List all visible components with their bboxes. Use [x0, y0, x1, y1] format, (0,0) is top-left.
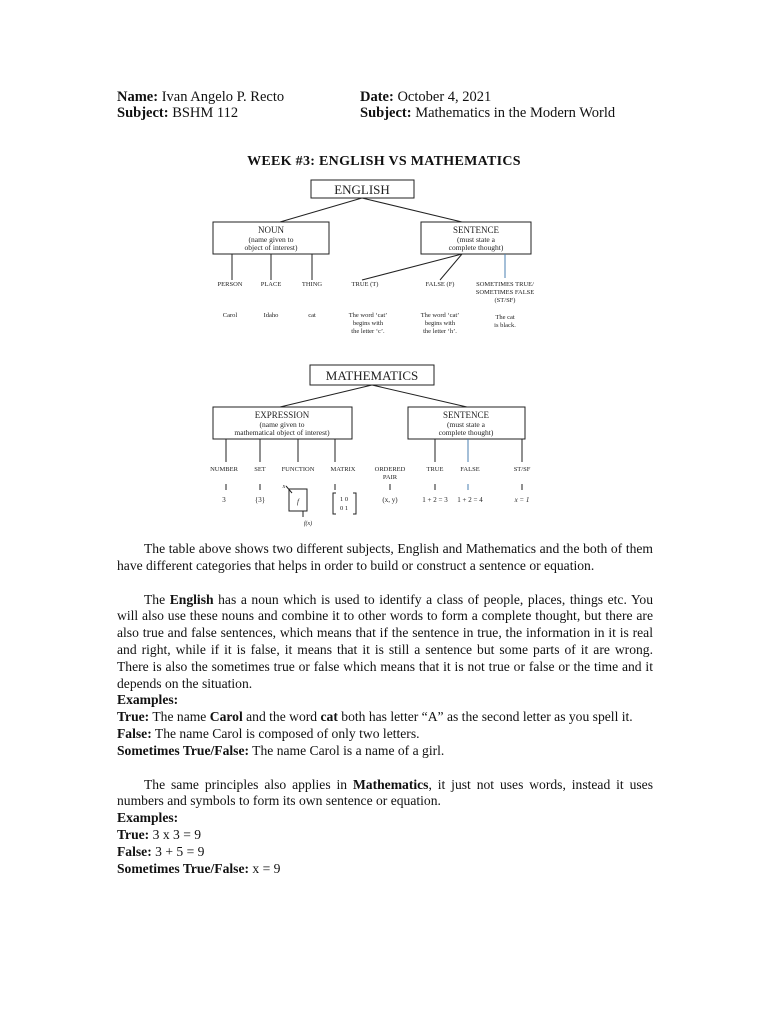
ex-stsf-2: is black.	[494, 322, 516, 329]
paragraph-2	[117, 592, 653, 693]
english-sentence-title: SENTENCE	[453, 225, 499, 235]
paragraph-1: The table above shows two different subjects, English and Mathematics and the both of them have different categories that helps in order to build or construct a sentence or equation.	[117, 541, 653, 573]
cat-stsf-2: SOMETIMES FALSE	[475, 289, 535, 296]
english-false-example	[117, 726, 653, 743]
math-true-label: True:	[117, 826, 150, 842]
english-stsf-example	[117, 743, 653, 760]
eng-true-cat: cat	[320, 709, 338, 725]
eng-false-text: The name Carol is composed of only two letters.	[151, 725, 420, 741]
ex-function-f: f	[297, 498, 299, 506]
english-root-label: ENGLISH	[334, 182, 390, 197]
p2-post: has a noun which is used to identify a class of people, places, things etc. You will also use these nouns and combine it to other words to form a complete thought, but there are also true and false sentences, which means that if the sentence in true, the information in it is real and right, while if it is false, it means that it is still a sentence but some parts of it are wrong. There is also the sometimes true or false which means that it is not true or false or the time and it depends on the situation.	[117, 591, 653, 691]
eng-true-carol: Carol	[209, 709, 243, 725]
ex-number: 3	[222, 496, 226, 504]
date-label: Date:	[360, 89, 394, 105]
ex-matrix-r2: 0 1	[339, 505, 349, 512]
subject-value-2: Mathematics in the Modern World	[415, 105, 616, 121]
eng-false-label: False:	[117, 725, 152, 741]
ex-stsf-1: The cat	[495, 314, 515, 321]
cat-math-stsf: ST/SF	[513, 466, 531, 473]
cat-place: PLACE	[260, 281, 282, 288]
cat-ordered-1: ORDERED	[374, 466, 406, 473]
ex-set: {3}	[254, 496, 266, 504]
ex-thing: cat	[308, 312, 316, 319]
math-stsf-text: x = 9	[249, 860, 281, 876]
ex-math-stsf: x = 1	[514, 496, 530, 504]
noun-desc-2: object of interest)	[244, 243, 298, 252]
eng-true-1: The name	[149, 709, 210, 725]
cat-number: NUMBER	[210, 466, 238, 473]
ex-place: Idaho	[263, 312, 279, 319]
ex-true-1: The word ‘cat’	[348, 312, 388, 319]
date-value: October 4, 2021	[397, 89, 492, 105]
math-diagram	[200, 362, 560, 534]
paragraph-3	[117, 777, 653, 811]
body-text	[117, 541, 653, 877]
ex-true-3: the letter ‘c’.	[351, 328, 385, 335]
ex-person: Carol	[222, 312, 238, 319]
name-value: Ivan Angelo P. Recto	[161, 89, 285, 105]
ex-function-fx: f(x)	[303, 521, 313, 527]
eng-stsf-label: Sometimes True/False:	[117, 742, 250, 758]
p2-bold: English	[169, 591, 214, 607]
ex-math-true: 1 + 2 = 3	[422, 496, 448, 504]
eng-true-2: and the word	[242, 709, 321, 725]
name-label: Name:	[117, 89, 159, 105]
math-sentence-desc-1: (must state a	[447, 420, 485, 429]
expression-desc-2: mathematical object of interest)	[234, 428, 330, 437]
english-sentence-desc-1: (must state a	[457, 235, 495, 244]
ex-function-x: x	[282, 484, 286, 490]
noun-title: NOUN	[258, 225, 284, 235]
examples-heading-2	[117, 810, 653, 827]
ex-false-1: The word ‘cat’	[420, 312, 460, 319]
p3-pre: The same principles also applies in	[144, 776, 353, 792]
expression-desc-1: (name given to	[259, 420, 305, 429]
cat-thing: THING	[301, 281, 323, 288]
subject-label-1: Subject:	[117, 105, 169, 121]
math-stsf-example	[117, 861, 653, 878]
subject-label-2: Subject:	[360, 105, 412, 121]
cat-math-true: TRUE	[426, 466, 444, 473]
eng-stsf-text: The name Carol is a name of a girl.	[249, 742, 445, 758]
ex-false-2: begins with	[424, 320, 456, 327]
english-sentence-desc-2: complete thought)	[448, 243, 504, 252]
examples-heading-1	[117, 692, 653, 709]
p2-pre: The	[144, 591, 170, 607]
cat-math-false: FALSE	[460, 466, 480, 473]
cat-set: SET	[254, 466, 266, 473]
math-false-label: False:	[117, 843, 152, 859]
ex-ordered: (x, y)	[382, 496, 398, 504]
subject-line-1	[117, 104, 238, 122]
ex-true-2: begins with	[352, 320, 384, 327]
math-sentence-desc-2: complete thought)	[438, 428, 494, 437]
noun-desc-1: (name given to	[248, 235, 294, 244]
subject-value-1: BSHM 112	[172, 105, 239, 121]
cat-true: TRUE (T)	[351, 281, 379, 288]
cat-stsf-3: (ST/SF)	[494, 297, 516, 304]
eng-true-label: True:	[117, 709, 150, 725]
math-true-text: 3 x 3 = 9	[149, 826, 202, 842]
math-sentence-title: SENTENCE	[443, 410, 489, 420]
english-diagram	[200, 178, 560, 358]
cat-ordered-2: PAIR	[382, 474, 398, 481]
math-false-example	[117, 844, 653, 861]
math-root-label: MATHEMATICS	[325, 368, 419, 383]
ex-math-false: 1 + 2 = 4	[457, 496, 483, 504]
math-stsf-label: Sometimes True/False:	[117, 860, 250, 876]
examples-heading-2-text: Examples:	[117, 810, 179, 826]
eng-true-3: both has letter “A” as the second letter as you spell it.	[337, 709, 633, 725]
p3-post: , it just not uses words, instead it uses numbers and symbols to form its own sentence or equation.	[117, 776, 653, 809]
expression-title: EXPRESSION	[254, 410, 310, 420]
cat-stsf-1: SOMETIMES TRUE/	[476, 281, 534, 288]
cat-function: FUNCTION	[281, 466, 315, 473]
english-true-example	[117, 709, 653, 726]
cat-false: FALSE (F)	[425, 281, 455, 288]
ex-matrix-r1: 1 0	[339, 496, 349, 503]
math-false-text: 3 + 5 = 9	[151, 843, 205, 859]
cat-person: PERSON	[217, 281, 243, 288]
page-title: WEEK #3: ENGLISH VS MATHEMATICS	[247, 154, 521, 169]
p3-bold: Mathematics	[352, 776, 429, 792]
subject-line-2	[360, 104, 615, 122]
cat-matrix: MATRIX	[330, 466, 356, 473]
ex-false-3: the letter ‘h’.	[423, 328, 457, 335]
math-true-example	[117, 827, 653, 844]
examples-heading-1-text: Examples:	[117, 692, 179, 708]
